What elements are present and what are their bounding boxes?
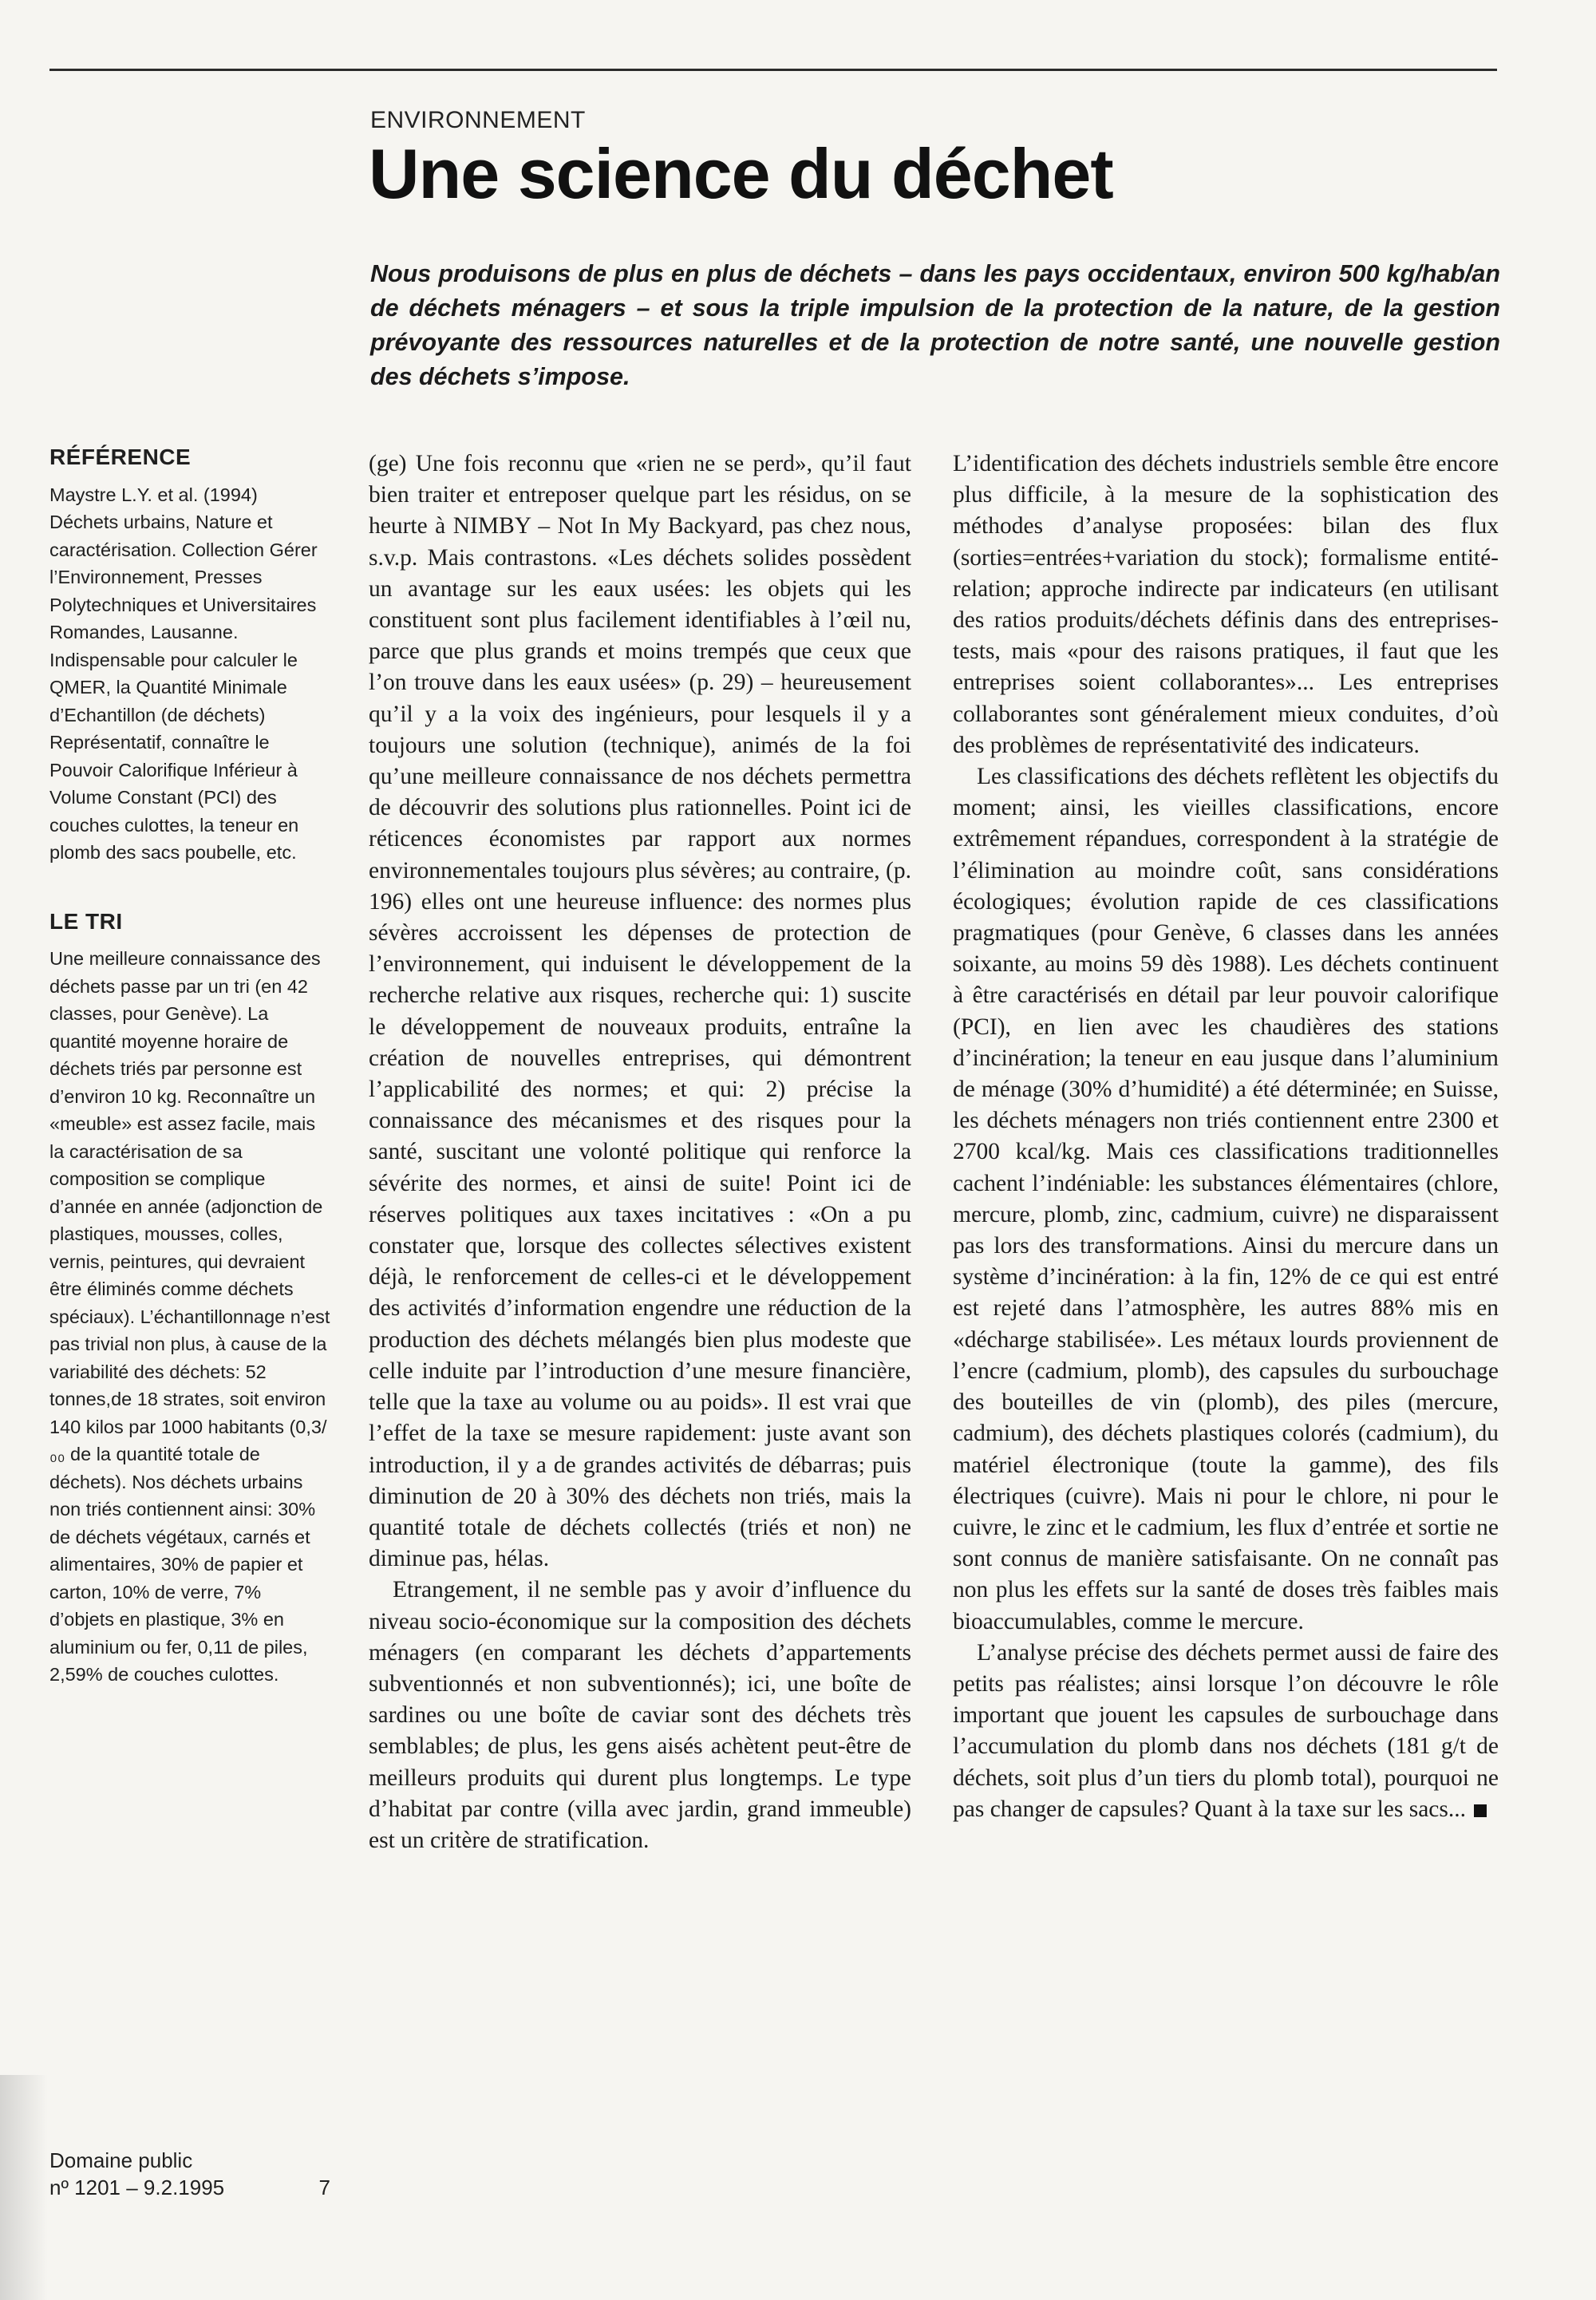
paragraph: L’identification des déchets industriels semble être encore plus difficile, à la mesure de la sophistication des méthodes d’analyse proposées: bilan des flux (sorties=entrées+variation du stock); formalisme entité-relation; approche indirecte par indicateurs (en utilisant des ratios produits/déchets définis dans des entreprises-tests, mais «pour des raisons pratiques, il faut que les entreprises soient collaborantes»... Les entreprises collaborantes sont généralement mieux conduites, d’où des problèmes de représentativité des indicateurs. — [953, 451, 1499, 758]
publication-name: Domaine public — [49, 2148, 193, 2172]
page-footer — [49, 2147, 330, 2201]
paragraph — [953, 1638, 1499, 1825]
tri-box — [49, 908, 330, 1689]
tri-heading: LE TRI — [49, 908, 123, 934]
paragraph: Etrangement, il ne semble pas y avoir d’influence du niveau socio-économique sur la composition des déchets ménagers (en comparant les déchets d’appartements subventionnés et non subventionnés); ici, une boîte de sardines ou une boîte de caviar sont des déchets très semblables; de plus, les gens aisés achètent peut-être de meilleurs produits qui durent plus longtemps. Le type d’habitat par contre (villa avec jardin, grand immeuble) est un critère de stratification. — [369, 1577, 911, 1853]
article-column-2 — [953, 449, 1499, 1825]
article-lead: Nous produisons de plus en plus de déchets – dans les pays occidentaux, environ 500 kg/hab/an de déchets ménagers – et sous la triple impulsion de la protection de la nature, de la gestion prévoyante des ressources naturelles et de la protection de notre santé, une nouvelle gestion des déchets s’impose. — [370, 260, 1500, 390]
paragraph: Les classifications des déchets reflètent les objectifs du moment; ainsi, les vieilles classifications, encore extrêmement répandues, correspondent à la stratégie de l’élimination au moindre coût, sans considérations écologiques; évolution rapide de ces classifications pragmatiques (pour Genève, 6 classes dans les années soixante, au moins 59 dès 1988). Les déchets continuent à être caractérisés en détail par leur pouvoir calorifique (PCI), en lien avec les chaudières des stations d’incinération; la teneur en eau jusque dans l’aluminium de ménage (30% d’humidité) a été déterminée; en Suisse, les déchets ménagers non triés contiennent entre 2300 et 2700 kcal/kg. Mais ces classifications traditionnelles cachent l’indéniable: les substances élémentaires (chlore, mercure, plomb, zinc, cadmium, cuivre) ne disparaissent pas lors des transformations. Ainsi du mercure dans un système d’incinération: à la fin, 12% de ce qui est entré est rejeté dans l’atmosphère, les autres 88% mis en «décharge stabilisée». Les métaux lourds proviennent de l’encre (cadmium, plomb), des capsules du surbouchage des bouteilles de vin (plomb), des piles (mercure, cadmium), des déchets plastiques colorés (cadmium), du matériel électronique (toute la gamme), des fils électriques (cuivre). Mais ni pour le chlore, ni pour le cuivre, le zinc et le cadmium, les flux d’entrée et sortie ne sont connus de manière satisfaisante. On ne connaît pas non plus les effets sur la santé de doses très faibles mais bioaccumulables, comme le mercure. — [953, 764, 1499, 1634]
page-number: 7 — [318, 2176, 330, 2199]
reference-heading: RÉFÉRENCE — [49, 445, 192, 469]
issue-number: nº 1201 – 9.2.1995 — [49, 2176, 225, 2199]
article-column-1 — [369, 449, 911, 1856]
sidebar — [49, 444, 330, 1730]
section-rubric: ENVIRONNEMENT — [370, 107, 586, 133]
closing-paragraph-text: L’analyse précise des déchets permet aussi de faire des petits pas réalistes; ainsi lorsque l’on découvre le rôle important que jouent les capsules de surbouchage dans l’accumulation du plomb dans nos déchets (181 g/t de déchets, soit plus d’un tiers du plomb total), pourquoi ne pas changer de capsules? Quant à la taxe sur les sacs... — [953, 1639, 1499, 1822]
article-title: Une science du déchet — [369, 134, 1113, 213]
scan-edge-shadow — [0, 2075, 48, 2300]
end-of-article-square-icon — [1474, 1804, 1487, 1817]
top-rule — [49, 69, 1497, 71]
reference-box — [49, 444, 330, 867]
reference-text: Maystre L.Y. et al. (1994) Déchets urbains, Nature et caractérisation. Collection Gérer l’Environnement, Presses Polytechniques et Universitaires Romandes, Lausanne. Indispensable pour calculer le QMER, la Quantité Minimale d’Echantillon (de déchets) Représentatif, connaître le Pouvoir Calorifique Inférieur à Volume Constant (PCI) des couches culottes, la teneur en plomb des sacs poubelle, etc. — [49, 484, 318, 863]
paragraph: (ge) Une fois reconnu que «rien ne se perd», qu’il faut bien traiter et entreposer quelque part les résidus, on se heurte à NIMBY – Not In My Backyard, pas chez nous, s.v.p. Mais contrastons. «Les déchets solides possèdent un avantage sur les eaux usées: les objets qui les constituent sont plus facilement identifiables à l’œil nu, parce que plus grands et moins trempés que ceux que l’on trouve dans les eaux usées» (p. 29) – heureusement qu’il y a la voix des ingénieurs, pour lesquels il y a toujours une solution (technique), animés de la foi qu’une meilleure connaissance de nos déchets permettra de découvrir des solutions plus rationnelles. Point ici de réticences économistes par rapport aux normes environnementales toujours plus sévères; au contraire, (p. 196) elles ont une heureuse influence: des normes plus sévères accroissent les dépenses de protection de l’environnement, qui induisent le développement de la recherche relative aux risques, recherche qui: 1) suscite le développement de nouveaux produits, entraîne la création de nouvelles entreprises, qui démontrent l’applicabilité des normes; et qui: 2) précise la connaissance des mécanismes et des risques pour la santé, suscitant une volonté politique qui renforce la sévérite des normes, et ainsi de suite! Point ici de réserves politiques aux taxes incitatives : «On a pu constater que, lorsque des collectes sélectives existent déjà, le renforcement de celles-ci et le développement des activités d’information engendre une réduction de la production des déchets mélangés bien plus modeste que celle induite par l’introduction d’une mesure financière, telle que la taxe au volume ou au poids». Il est vrai que l’effet de la taxe se mesure rapidement: juste avant son introduction, il y a de grandes activités de débarras; puis diminution de 20 à 30% des déchets non triés, mais la quantité totale de déchets collectés (triés et non) ne diminue pas, hélas. — [369, 451, 911, 1572]
tri-text: Une meilleure connaissance des déchets passe par un tri (en 42 classes, pour Genève). La quantité moyenne horaire de déchets triés par personne est d’environ 10 kg. Reconnaître un «meuble» est assez facile, mais la caractérisation de sa composition se complique d’année en année (adjonction de plastiques, mousses, colles, vernis, peintures, qui devraient être éliminés comme déchets spéciaux). L’échantillonnage n’est pas trivial non plus, à cause de la variabilité des déchets: 52 tonnes,de 18 strates, soit environ 140 kilos par 1000 habitants (0,3/₀₀ de la quantité totale de déchets). Nos déchets urbains non triés contiennent ainsi: 30% de déchets végétaux, carnés et alimentaires, 30% de papier et carton, 10% de verre, 7% d’objets en plastique, 3% en aluminium ou fer, 0,11 de piles, 2,59% de couches culottes. — [49, 948, 330, 1685]
